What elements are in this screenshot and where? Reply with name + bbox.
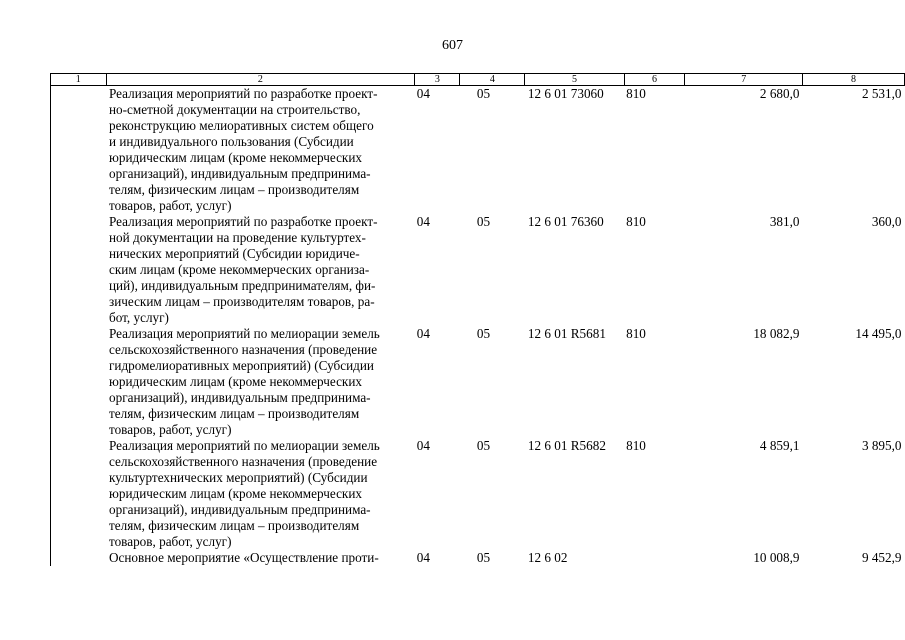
row-name-line: сельскохозяйственного назначения (проведение bbox=[109, 342, 378, 357]
row-index-cell bbox=[51, 550, 107, 566]
row-index-cell bbox=[51, 438, 107, 550]
section-code-cell: 04 bbox=[416, 550, 430, 565]
row-name-line: но-сметной документации на строительство, bbox=[109, 102, 361, 117]
row-name-line: организаций), индивидуальным предпринима- bbox=[109, 390, 371, 405]
table-body bbox=[51, 86, 905, 567]
table-row bbox=[51, 214, 905, 326]
column-header-8: 8 bbox=[802, 74, 904, 86]
row-name-line: гидромелиоративных мероприятий) (Субсидии bbox=[109, 358, 374, 373]
column-header-5: 5 bbox=[525, 74, 624, 86]
row-name-line: юридическим лицам (кроме некоммерческих bbox=[109, 150, 362, 165]
target-article-cell: 12 6 01 R5682 bbox=[527, 438, 606, 453]
subsection-code-cell: 05 bbox=[476, 550, 491, 565]
row-name-line: товаров, работ, услуг) bbox=[109, 534, 232, 549]
row-name-line: Основное мероприятие «Осуществление проти- bbox=[109, 550, 379, 565]
row-name-line: ной документации на проведение культуртех- bbox=[109, 230, 366, 245]
row-name-cell bbox=[106, 438, 415, 550]
row-name-line: юридическим лицам (кроме некоммерческих bbox=[109, 486, 362, 501]
target-article-cell: 12 6 01 76360 bbox=[527, 214, 604, 229]
row-name-cell bbox=[106, 550, 415, 566]
target-article-cell: 12 6 01 73060 bbox=[527, 86, 604, 101]
table-row bbox=[51, 326, 905, 438]
amount-2020-cell: 2 531,0 bbox=[861, 86, 902, 101]
row-name-line: Реализация мероприятий по разработке проект- bbox=[109, 86, 378, 101]
amount-2020-cell: 9 452,9 bbox=[861, 550, 902, 565]
table-row bbox=[51, 86, 905, 215]
row-name-line: сельскохозяйственного назначения (проведение bbox=[109, 454, 378, 469]
column-header-4: 4 bbox=[460, 74, 525, 86]
amount-2020-cell: 14 495,0 bbox=[855, 326, 902, 341]
amount-2019-cell: 381,0 bbox=[769, 214, 800, 229]
amount-2019-cell: 2 680,0 bbox=[759, 86, 800, 101]
amount-2019-cell: 18 082,9 bbox=[753, 326, 800, 341]
row-name-line: ским лицам (кроме некоммерческих организа- bbox=[109, 262, 370, 277]
row-name-line: юридическим лицам (кроме некоммерческих bbox=[109, 374, 362, 389]
column-header-7: 7 bbox=[685, 74, 803, 86]
expense-type-cell bbox=[624, 550, 685, 566]
row-name-line: культуртехнических мероприятий) (Субсидии bbox=[109, 470, 368, 485]
target-article-cell: 12 6 01 R5681 bbox=[527, 326, 606, 341]
row-name-line: нических мероприятий (Субсидии юридиче- bbox=[109, 246, 360, 261]
page-number: 607 bbox=[442, 38, 463, 53]
column-header-3: 3 bbox=[415, 74, 460, 86]
section-code-cell: 04 bbox=[416, 438, 430, 453]
row-name-line: телям, физическим лицам – производителям bbox=[109, 406, 360, 421]
row-name-line: Реализация мероприятий по мелиорации земель bbox=[109, 438, 380, 453]
row-name-line: Реализация мероприятий по мелиорации земель bbox=[109, 326, 380, 341]
row-name-cell bbox=[106, 86, 415, 215]
amount-2020-cell: 3 895,0 bbox=[861, 438, 902, 453]
expense-type-cell: 810 bbox=[626, 214, 646, 229]
amount-2019-cell: 10 008,9 bbox=[753, 550, 800, 565]
row-name-line: товаров, работ, услуг) bbox=[109, 198, 232, 213]
row-name-cell bbox=[106, 326, 415, 438]
table-row bbox=[51, 550, 905, 566]
subsection-code-cell: 05 bbox=[476, 214, 491, 229]
table-row bbox=[51, 438, 905, 550]
table-header-row bbox=[51, 74, 905, 86]
row-name-line: ций), индивидуальным предпринимателям, фи- bbox=[109, 278, 376, 293]
column-header-6: 6 bbox=[624, 74, 685, 86]
column-header-2: 2 bbox=[106, 74, 415, 86]
row-index-cell bbox=[51, 214, 107, 326]
row-name-line: телям, физическим лицам – производителям bbox=[109, 182, 360, 197]
row-name-line: зическим лицам – производителям товаров, ра- bbox=[109, 294, 375, 309]
column-header-1: 1 bbox=[51, 74, 107, 86]
subsection-code-cell: 05 bbox=[476, 326, 491, 341]
expense-type-cell: 810 bbox=[626, 86, 646, 101]
row-name-line: организаций), индивидуальным предпринима- bbox=[109, 166, 371, 181]
section-code-cell: 04 bbox=[416, 326, 430, 341]
budget-table bbox=[50, 73, 905, 566]
row-name-line: и индивидуального пользования (Субсидии bbox=[109, 134, 354, 149]
expense-type-cell: 810 bbox=[626, 438, 646, 453]
row-index-cell bbox=[51, 326, 107, 438]
section-code-cell: 04 bbox=[416, 214, 430, 229]
subsection-code-cell: 05 bbox=[476, 86, 491, 101]
target-article-cell: 12 6 02 bbox=[527, 550, 568, 565]
row-name-line: бот, услуг) bbox=[109, 310, 169, 325]
row-name-line: товаров, работ, услуг) bbox=[109, 422, 232, 437]
section-code-cell: 04 bbox=[416, 86, 430, 101]
amount-2020-cell: 360,0 bbox=[871, 214, 902, 229]
subsection-code-cell: 05 bbox=[476, 438, 491, 453]
row-name-cell bbox=[106, 214, 415, 326]
expense-type-cell: 810 bbox=[626, 326, 646, 341]
row-name-line: реконструкцию мелиоративных систем общего bbox=[109, 118, 374, 133]
row-index-cell bbox=[51, 86, 107, 215]
row-name-line: организаций), индивидуальным предпринима- bbox=[109, 502, 371, 517]
row-name-line: Реализация мероприятий по разработке проект- bbox=[109, 214, 378, 229]
amount-2019-cell: 4 859,1 bbox=[759, 438, 800, 453]
row-name-line: телям, физическим лицам – производителям bbox=[109, 518, 360, 533]
